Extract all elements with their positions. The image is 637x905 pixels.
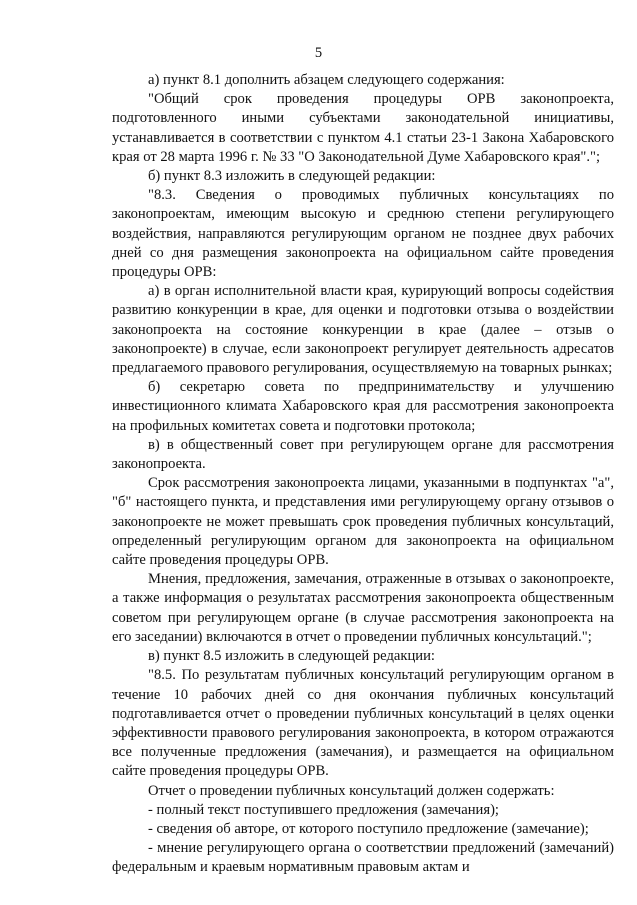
page-number: 5 xyxy=(314,45,323,61)
paragraph-subitem-a: а) в орган исполнительной власти края, курирующий вопросы содействия развитию конкуренции в крае, для оценки и подготовки отзыва о воздействии законопроекта на состояние конкуренции в крае (далее – отзыв о законопроекте) в случае, если законопроект регулирует деятельность адресатов предлагаемого правового регулирования, осуществляемую на товарных рынках; xyxy=(112,283,614,377)
paragraph-8-5-text: "8.5. По результатам публичных консультаций регулирующим органом в течение 10 рабочих дней со дня окончания публичных консультаций подготавливается отчет о проведении публичных консультаций в целях оценки эффективности правового регулирования законопроекта, в котором отражаются все полученные предложения (замечания), и размещается на официальном сайте проведения процедуры ОРВ. xyxy=(112,667,614,780)
list-item-regulator-opinion: - мнение регулирующего органа о соответствии предложений (замечаний) федеральным и краевым нормативным правовым актам и xyxy=(112,840,614,876)
list-item-full-text: - полный текст поступившего предложения (замечания); xyxy=(148,801,499,818)
paragraph-subitem-v: в) в общественный совет при регулирующем органе для рассмотрения законопроекта. xyxy=(112,436,614,473)
paragraph-8-3-text: "8.3. Сведения о проводимых публичных консультациях по законопроектам, имеющим высокую и среднюю степени регулирующего воздействия, направляются регулирующим органом не позднее двух рабочих дней со дня размещения законопроекта на официальном сайте проведения процедуры ОРВ: xyxy=(112,187,614,281)
paragraph-review-term: Срок рассмотрения законопроекта лицами, указанными в подпунктах "а", "б" настоящего пункта, и представления ими регулирующему органу отзывов о законопроекте не может превышать срок проведения публичных консультаций, определенный регулирующим органом для законопроекта на официальном сайте проведения процедуры ОРВ. xyxy=(112,475,614,569)
paragraph-amend-8-3: б) пункт 8.3 изложить в следующей редакции: xyxy=(148,168,436,185)
paragraph-orv-term: "Общий срок проведения процедуры ОРВ законопроекта, подготовленного иными субъектами законодательной инициативы, устанавливается в соответствии с пунктом 4.1 статьи 23-1 Закона Хабаровского края от 28 марта 1996 г. № 33 "О Законодательной Думе Хабаровского края"."; xyxy=(112,91,614,165)
paragraph-amend-8-1: а) пункт 8.1 дополнить абзацем следующего содержания: xyxy=(148,72,505,88)
paragraph-report-contents: Отчет о проведении публичных консультаций должен содержать: xyxy=(148,782,555,799)
paragraph-amend-8-5: в) пункт 8.5 изложить в следующей редакции: xyxy=(148,648,435,665)
list-item-author: - сведения об авторе, от которого поступило предложение (замечание); xyxy=(148,820,589,837)
paragraph-subitem-b: б) секретарю совета по предпринимательству и улучшению инвестиционного климата Хабаровского края для рассмотрения законопроекта на профильных комитетах совета и подготовки протокола; xyxy=(112,379,614,434)
document-body xyxy=(112,71,614,878)
paragraph-opinions: Мнения, предложения, замечания, отраженные в отзывах о законопроекте, а также информация о результатах рассмотрения законопроекта общественным советом при регулирующем органе (в случае рассмотрения законопроекта на его заседании) включаются в отчет о проведении публичных консультаций."; xyxy=(112,571,614,645)
